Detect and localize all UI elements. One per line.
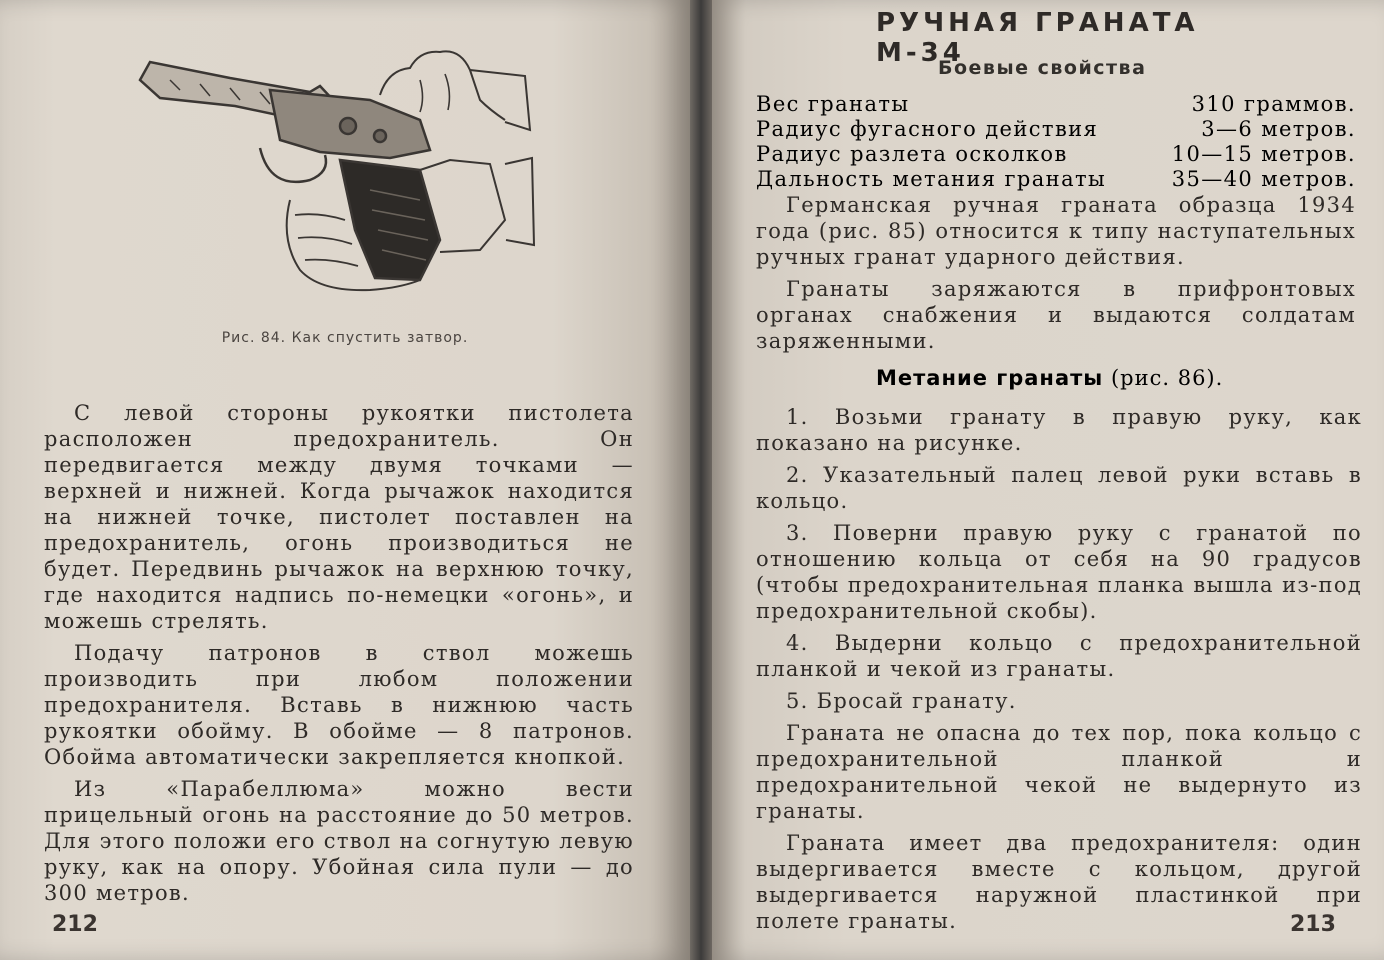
step-item: 5. Бросай гранату. <box>786 689 1017 713</box>
paragraph: Подачу патронов в ствол можешь производить при любом положении предохранителя. Вставь в нижнюю часть рукоятки обойму. В обойме — 8 патронов. Обойма автоматически закрепляется кнопкой. <box>44 641 634 769</box>
step-item: 1. Возьми гранату в правую руку, как показано на рисунке. <box>756 405 1362 455</box>
property-value: 10—15 метров. <box>1171 142 1356 166</box>
property-row <box>756 142 1356 167</box>
steps-text <box>756 404 1362 934</box>
intro-text <box>756 192 1356 354</box>
property-label: Радиус фугасного действия <box>756 117 1099 141</box>
page-number: 213 <box>1290 912 1336 937</box>
section-heading <box>876 366 1276 390</box>
page-title: РУЧНАЯ ГРАНАТА М-34 <box>876 8 1199 68</box>
property-row <box>756 167 1356 192</box>
section-heading-ref: (рис. 86). <box>1110 366 1224 390</box>
figure-caption: Рис. 84. Как спустить затвор. <box>221 330 469 346</box>
paragraph: Граната не опасна до тех пор, пока кольцо с предохранительной планкой и предохранительной чекой не выдернуто из гранаты. <box>756 721 1362 823</box>
property-row <box>756 117 1356 142</box>
section-heading-title: Метание гранаты <box>876 366 1104 390</box>
paragraph: Из «Парабеллюма» можно вести прицельный огонь на расстояние до 50 метров. Для этого положи его ствол на согнутую левую руку, как на опору. Убойная сила пули — до 300 метров. <box>44 777 634 905</box>
property-row <box>756 92 1356 117</box>
paragraph: Германская ручная граната образца 1934 года (рис. 85) относится к типу наступательных ручных гранат ударного действия. <box>756 193 1356 269</box>
property-value: 310 граммов. <box>1191 92 1356 116</box>
property-label: Радиус разлета осколков <box>756 142 1068 166</box>
step-item: 2. Указательный палец левой руки вставь в кольцо. <box>756 463 1362 513</box>
section-subtitle: Боевые свойства <box>938 57 1147 79</box>
paragraph: Гранаты заряжаются в прифронтовых органах снабжения и выдаются солдатам заряженными. <box>756 277 1356 353</box>
property-label: Дальность метания гранаты <box>756 167 1107 191</box>
left-body-text <box>44 400 634 906</box>
pistol-illustration <box>120 40 540 310</box>
step-item: 4. Выдерни кольцо с предохранительной планкой и чекой из гранаты. <box>756 631 1362 681</box>
book-gutter <box>690 0 712 960</box>
step-item: 3. Поверни правую руку с гранатой по отношению кольца от себя на 90 градусов (чтобы предохранительная планка вышла из-под предохранительной скобы). <box>756 521 1362 623</box>
left-page <box>0 0 690 960</box>
paragraph: Граната имеет два предохранителя: один выдергивается вместе с кольцом, другой выдергивается наружной пластинкой при полете гранаты. <box>756 831 1362 933</box>
property-value: 35—40 метров. <box>1171 167 1356 191</box>
paragraph: С левой стороны рукоятки пистолета расположен предохранитель. Он передвигается между двумя точками — верхней и нижней. Когда рычажок находится на нижней точке, пистолет поставлен на предохранитель, огонь производиться не будет. Передвинь рычажок на верхнюю точку, где находится надпись по-немецки «огонь», и можешь стрелять. <box>44 401 634 633</box>
properties-list <box>756 92 1356 192</box>
property-value: 3—6 метров. <box>1201 117 1356 141</box>
page-number: 212 <box>52 912 98 937</box>
property-label: Вес гранаты <box>756 92 910 116</box>
